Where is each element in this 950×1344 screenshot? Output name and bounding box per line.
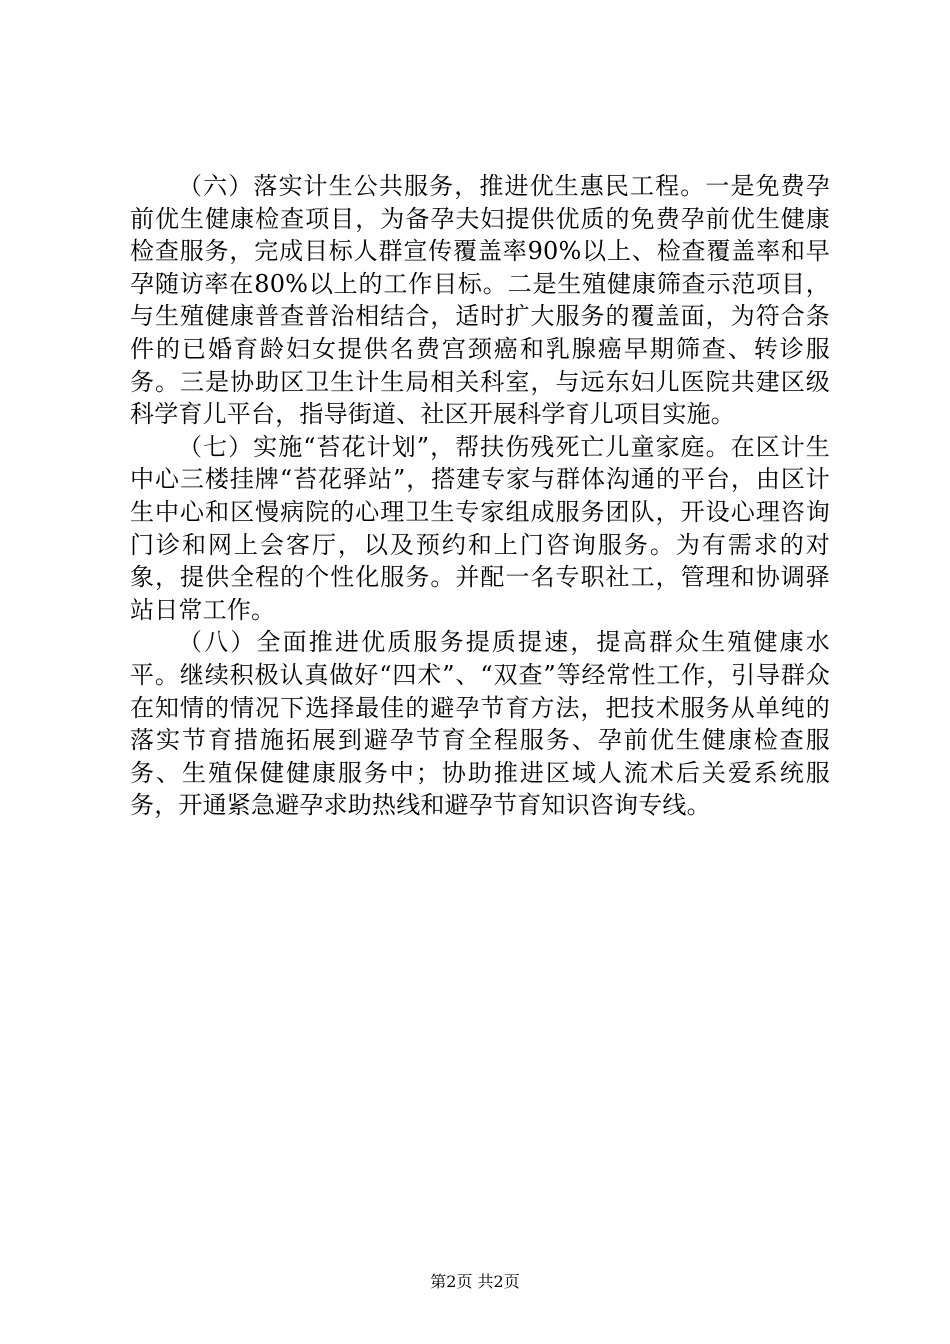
page-number-footer: 第2页 共2页 bbox=[430, 1272, 520, 1291]
paragraph-7: （七）实施“苔花计划”，帮扶伤残死亡儿童家庭。在区计生中心三楼挂牌“苔花驿站”，搭建专家与群体沟通的平台，由区计生中心和区慢病院的心理卫生专家组成服务团队，开设心理咨询门诊和网上会客厅，以及预约和上门咨询服务。为有需求的对象，提供全程的个性化服务。并配一名专职社工，管理和协调驿站日常工作。 bbox=[130, 432, 830, 624]
document-body bbox=[130, 170, 830, 822]
paragraph-6: （六）落实计生公共服务，推进优生惠民工程。一是免费孕前优生健康检查项目，为备孕夫妇提供优质的免费孕前优生健康检查服务，完成目标人群宣传覆盖率90%以上、检查覆盖率和早孕随访率在80%以上的工作目标。二是生殖健康筛查示范项目，与生殖健康普查普治相结合，适时扩大服务的覆盖面，为符合条件的已婚育龄妇女提供名费宫颈癌和乳腺癌早期筛查、转诊服务。三是协助区卫生计生局相关科室，与远东妇儿医院共建区级科学育儿平台，指导街道、社区开展科学育儿项目实施。 bbox=[130, 172, 830, 429]
paragraph-8: （八）全面推进优质服务提质提速，提高群众生殖健康水平。继续积极认真做好“四术”、“双查”等经常性工作，引导群众在知情的情况下选择最佳的避孕节育方法，把技术服务从单纯的落实节育措施拓展到避孕节育全程服务、孕前优生健康检查服务、生殖保健健康服务中；协助推进区域人流术后关爱系统服务，开通紧急避孕求助热线和避孕节育知识咨询专线。 bbox=[130, 628, 830, 820]
